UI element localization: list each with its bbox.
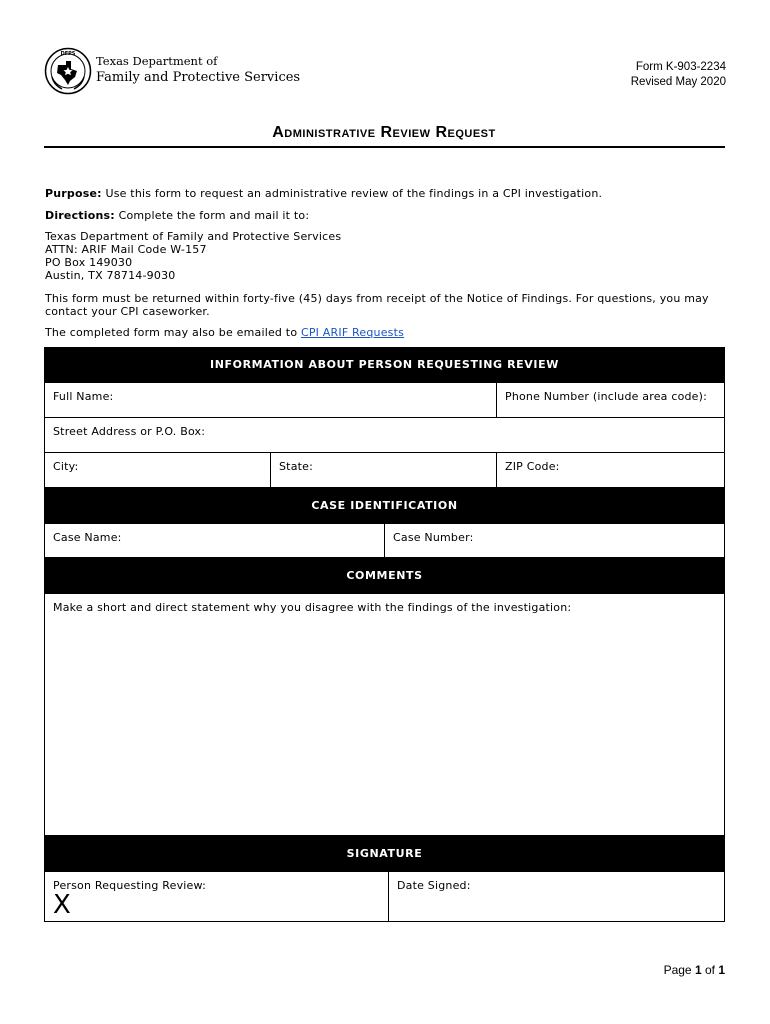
agency-line-1: Texas Department of bbox=[96, 54, 218, 68]
section-heading-case: CASE IDENTIFICATION bbox=[44, 488, 725, 523]
email-line bbox=[45, 326, 404, 339]
dfps-seal-logo bbox=[44, 47, 92, 95]
page-current: 1 bbox=[694, 963, 702, 977]
city-field[interactable] bbox=[44, 452, 271, 488]
email-text: The completed form may also be emailed to bbox=[45, 326, 301, 339]
page-prefix: Page bbox=[663, 963, 695, 977]
address-line: Texas Department of Family and Protective Services bbox=[45, 230, 342, 243]
deadline-line-2: contact your CPI caseworker. bbox=[45, 305, 210, 318]
section-heading-signature: SIGNATURE bbox=[44, 836, 725, 871]
title-divider bbox=[44, 146, 725, 148]
page-total: 1 bbox=[718, 963, 725, 977]
section-heading-requester: INFORMATION ABOUT PERSON REQUESTING REVIEW bbox=[44, 347, 725, 382]
purpose-text: Use this form to request an administrative review of the findings in a CPI investigation. bbox=[101, 187, 603, 200]
phone-number-field[interactable] bbox=[496, 382, 725, 418]
agency-name bbox=[96, 54, 300, 86]
cpi-arif-requests-link[interactable]: CPI ARIF Requests bbox=[300, 326, 405, 339]
full-name-field[interactable] bbox=[44, 382, 497, 418]
city-label: City: bbox=[53, 460, 79, 473]
case-name-field[interactable] bbox=[44, 523, 385, 558]
signature-field[interactable] bbox=[44, 871, 389, 922]
deadline-line-1: This form must be returned within forty-five (45) days from receipt of the Notice of Findings. For questions, you may bbox=[45, 292, 709, 305]
street-address-label: Street Address or P.O. Box: bbox=[53, 425, 206, 438]
agency-line-2: Family and Protective Services bbox=[96, 70, 301, 85]
state-label: State: bbox=[279, 460, 314, 473]
person-requesting-label: Person Requesting Review: bbox=[53, 879, 207, 892]
zip-code-label: ZIP Code: bbox=[505, 460, 560, 473]
case-number-field[interactable] bbox=[384, 523, 725, 558]
mailing-address bbox=[45, 230, 341, 282]
signature-x-mark: X bbox=[53, 890, 71, 920]
case-name-label: Case Name: bbox=[53, 531, 122, 544]
revised-date: Revised May 2020 bbox=[630, 76, 726, 88]
form-info bbox=[631, 60, 726, 90]
date-signed-label: Date Signed: bbox=[397, 879, 471, 892]
comments-prompt: Make a short and direct statement why you disagree with the findings of the investigation: bbox=[53, 601, 572, 614]
state-field[interactable] bbox=[270, 452, 497, 488]
purpose-line bbox=[45, 187, 602, 200]
section-heading-comments: COMMENTS bbox=[44, 558, 725, 593]
comments-textarea[interactable] bbox=[44, 593, 725, 836]
case-number-label: Case Number: bbox=[393, 531, 474, 544]
directions-label: Directions: bbox=[45, 209, 115, 222]
directions-text: Complete the form and mail it to: bbox=[114, 209, 310, 222]
page-title: Administrative Review Request bbox=[272, 124, 496, 141]
svg-text:DFPS: DFPS bbox=[60, 51, 76, 57]
form-number: Form K-903-2234 bbox=[635, 61, 726, 73]
phone-number-label: Phone Number (include area code): bbox=[505, 390, 708, 403]
street-address-field[interactable] bbox=[44, 417, 725, 453]
deadline-notice bbox=[45, 292, 709, 318]
zip-code-field[interactable] bbox=[496, 452, 725, 488]
directions-line bbox=[45, 209, 309, 222]
page-of: of bbox=[701, 963, 719, 977]
page-number bbox=[664, 963, 725, 977]
date-signed-field[interactable] bbox=[388, 871, 725, 922]
purpose-label: Purpose: bbox=[45, 187, 102, 200]
address-line: PO Box 149030 bbox=[45, 256, 133, 269]
address-line: ATTN: ARIF Mail Code W-157 bbox=[45, 243, 207, 256]
full-name-label: Full Name: bbox=[53, 390, 114, 403]
address-line: Austin, TX 78714-9030 bbox=[45, 269, 176, 282]
